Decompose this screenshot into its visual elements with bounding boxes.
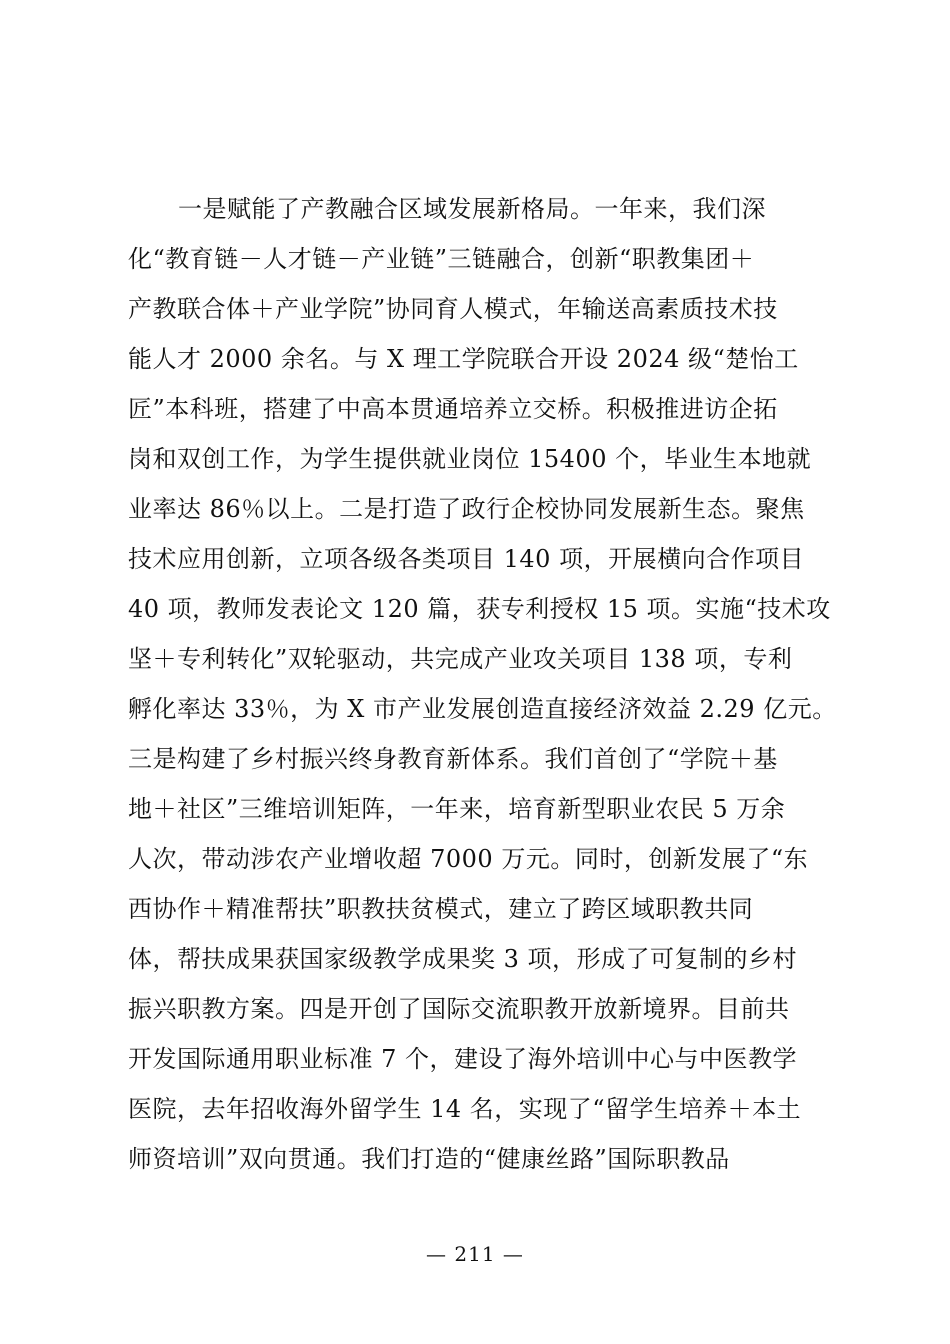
text-line-19: 医院，去年招收海外留学生 14 名，实现了“留学生培养＋本土 <box>128 1095 802 1123</box>
text-line-18: 开发国际通用职业标准 7 个，建设了海外培训中心与中医教学 <box>128 1045 798 1073</box>
text-line-3: 产教联合体＋产业学院”协同育人模式，年输送高素质技术技 <box>128 295 778 323</box>
text-line-1: 一是赋能了产教融合区域发展新格局。一年来，我们深 <box>178 195 766 223</box>
text-line-15: 西协作＋精准帮扶”职教扶贫模式，建立了跨区域职教共同 <box>128 895 754 923</box>
text-line-2: 化“教育链－人才链－产业链”三链融合，创新“职教集团＋ <box>128 245 755 273</box>
text-line-17: 振兴职教方案。四是开创了国际交流职教开放新境界。目前共 <box>128 995 790 1023</box>
text-line-7: 业率达 86％以上。二是打造了政行企校协同发展新生态。聚焦 <box>128 495 805 523</box>
text-line-14: 人次，带动涉农产业增收超 7000 万元。同时，创新发展了“东 <box>128 845 809 873</box>
text-line-11: 孵化率达 33％，为 X 市产业发展创造直接经济效益 2.29 亿元。 <box>128 695 837 723</box>
text-line-6: 岗和双创工作，为学生提供就业岗位 15400 个，毕业生本地就 <box>128 445 812 473</box>
text-line-10: 坚＋专利转化”双轮驱动，共完成产业攻关项目 138 项，专利 <box>128 645 793 673</box>
body-paragraph <box>128 184 837 1184</box>
text-line-4: 能人才 2000 余名。与 X 理工学院联合开设 2024 级“楚怡工 <box>128 345 799 373</box>
text-line-9: 40 项，教师发表论文 120 篇，获专利授权 15 项。实施“技术攻 <box>128 595 831 623</box>
page-number: — 211 — <box>426 1242 524 1266</box>
text-line-20: 师资培训”双向贯通。我们打造的“健康丝路”国际职教品 <box>128 1145 730 1173</box>
text-line-5: 匠”本科班，搭建了中高本贯通培养立交桥。积极推进访企拓 <box>128 395 778 423</box>
text-line-8: 技术应用创新，立项各级各类项目 140 项，开展横向合作项目 <box>128 545 805 573</box>
text-line-13: 地＋社区”三维培训矩阵，一年来，培育新型职业农民 5 万余 <box>128 795 786 823</box>
text-line-16: 体，帮扶成果获国家级教学成果奖 3 项，形成了可复制的乡村 <box>128 945 798 973</box>
text-line-12: 三是构建了乡村振兴终身教育新体系。我们首创了“学院＋基 <box>128 745 778 773</box>
